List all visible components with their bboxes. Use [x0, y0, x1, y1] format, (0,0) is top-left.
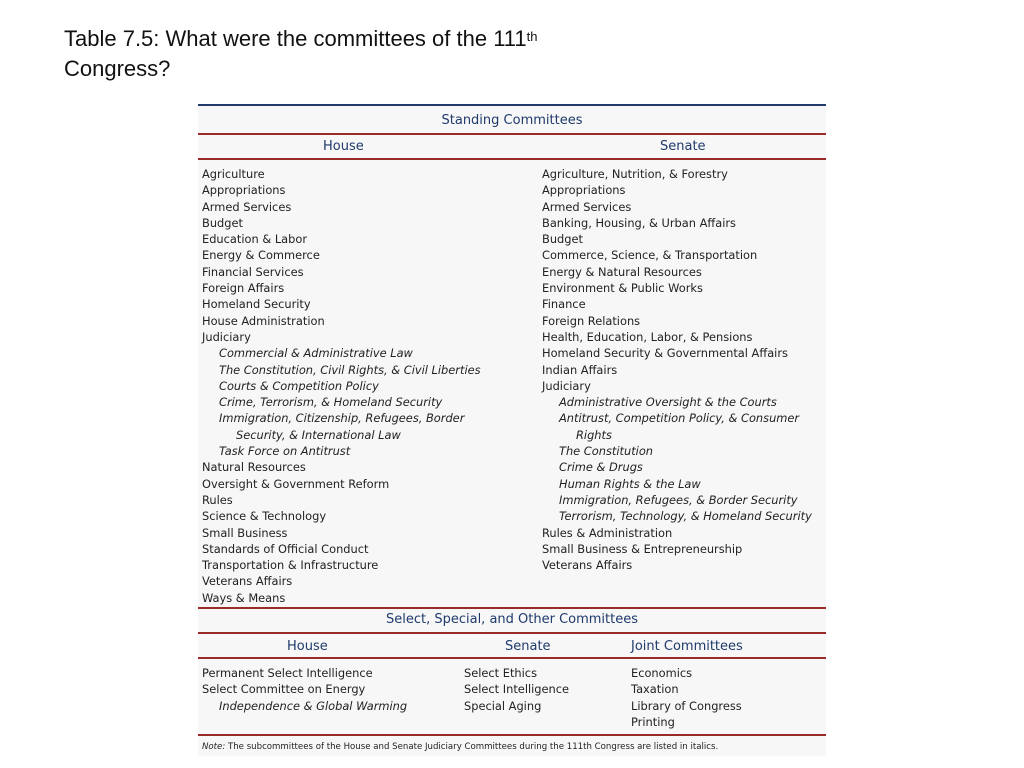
rule-select — [198, 607, 826, 609]
committee-item: Oversight & Government Reform — [202, 476, 390, 491]
subcommittee-item: The Constitution — [559, 444, 654, 459]
committee-item: Agriculture, Nutrition, & Forestry — [542, 167, 728, 181]
committee-item: Veterans Affairs — [202, 574, 293, 589]
committee-item: Veterans Affairs — [542, 558, 633, 573]
committee-item: Natural Resources — [202, 460, 306, 475]
committee-item: Select Committee on Energy — [202, 682, 366, 697]
committee-item: Energy & Commerce — [202, 248, 320, 263]
committee-item: Education & Labor — [202, 232, 308, 247]
committee-item: Permanent Select Intelligence — [202, 666, 373, 680]
committee-item: Taxation — [631, 682, 679, 697]
committee-item: Health, Education, Labor, & Pensions — [542, 329, 753, 344]
standing-committees-heading: Standing Committees — [441, 113, 583, 128]
committee-item: Financial Services — [202, 264, 304, 279]
committee-item: Homeland Security & Governmental Affairs — [542, 346, 788, 361]
select-committees-heading: Select, Special, and Other Committees — [385, 612, 639, 627]
committee-item: Science & Technology — [202, 509, 327, 524]
committee-item: Homeland Security — [202, 297, 311, 312]
rule-standing — [198, 133, 826, 135]
committee-item: Judiciary — [542, 378, 591, 393]
subcommittee-item: Immigration, Citizenship, Refugees, Border — [219, 411, 465, 426]
subcommittee-item: Independence & Global Warming — [219, 698, 408, 713]
subcommittee-item: Administrative Oversight & the Courts — [559, 395, 777, 410]
subcommittee-item: Antitrust, Competition Policy, & Consumer — [559, 411, 800, 426]
committees-table — [198, 104, 826, 756]
committee-item: Rules & Administration — [542, 525, 673, 540]
title-superscript: th — [526, 29, 538, 44]
committee-item: Judiciary — [202, 329, 251, 344]
table-note — [202, 742, 718, 752]
committee-item: Appropriations — [202, 183, 286, 198]
committee-item: Printing — [631, 714, 675, 729]
committee-item: Small Business — [202, 525, 288, 540]
select-senate-list — [464, 665, 569, 714]
subcommittee-item: The Constitution, Civil Rights, & Civil Liberties — [219, 362, 481, 377]
committee-item: House Administration — [202, 313, 325, 328]
committee-item: Foreign Affairs — [202, 281, 285, 296]
subcommittee-item: Terrorism, Technology, & Homeland Security — [559, 509, 812, 524]
committee-item: Banking, Housing, & Urban Affairs — [542, 215, 736, 230]
subcommittee-item: Crime, Terrorism, & Homeland Security — [219, 395, 443, 410]
subcommittee-item: Human Rights & the Law — [559, 476, 701, 491]
joint-committees-heading: Joint Committees — [631, 639, 743, 654]
committee-item: Finance — [542, 297, 586, 312]
committee-item: Economics — [631, 666, 693, 680]
subcommittee-item: Task Force on Antitrust — [219, 444, 351, 459]
committee-item: Transportation & Infrastructure — [202, 558, 379, 573]
rule-standing-columns — [198, 158, 826, 160]
title-line-2: Congress? — [64, 56, 171, 81]
joint-committees-list — [631, 665, 742, 730]
rule-note — [198, 734, 826, 736]
rule-select-columns — [198, 632, 826, 634]
subcommittee-item: Rights — [576, 427, 612, 442]
committee-item: Select Ethics — [464, 666, 538, 680]
committee-item: Small Business & Entrepreneurship — [542, 541, 743, 556]
rule-select-bottom — [198, 657, 826, 659]
select-house-list — [202, 665, 407, 714]
top-rule — [198, 104, 826, 106]
note-label: Note: — [202, 742, 226, 752]
committee-item: Special Aging — [464, 698, 542, 713]
subcommittee-item: Crime & Drugs — [559, 460, 643, 475]
select-house-heading: House — [287, 639, 328, 654]
committee-item: Foreign Relations — [542, 313, 641, 328]
subcommittee-item: Security, & International Law — [236, 427, 401, 442]
committee-item: Appropriations — [542, 183, 626, 198]
standing-house-list — [202, 166, 481, 606]
subcommittee-item: Courts & Competition Policy — [219, 378, 379, 393]
standing-house-heading: House — [323, 139, 364, 154]
standing-senate-list — [542, 166, 812, 573]
committee-item: Agriculture — [202, 167, 265, 181]
subcommittee-item: Commercial & Administrative Law — [219, 346, 413, 361]
committee-item: Budget — [202, 215, 243, 230]
committee-item: Commerce, Science, & Transportation — [542, 248, 758, 263]
subcommittee-item: Immigration, Refugees, & Border Security — [559, 492, 798, 507]
committee-item: Indian Affairs — [542, 362, 618, 377]
committee-item: Armed Services — [202, 199, 292, 214]
select-senate-heading: Senate — [505, 639, 551, 654]
committee-item: Library of Congress — [631, 698, 742, 713]
slide-title — [64, 24, 538, 84]
committee-item: Budget — [542, 232, 583, 247]
committee-item: Rules — [202, 492, 233, 507]
title-line-1: Table 7.5: What were the committees of the 111th — [64, 26, 538, 51]
committee-item: Standards of Official Conduct — [202, 541, 369, 556]
standing-senate-heading: Senate — [660, 139, 706, 154]
committee-item: Ways & Means — [202, 590, 286, 605]
committee-item: Armed Services — [542, 199, 632, 214]
committee-item: Energy & Natural Resources — [542, 264, 702, 279]
committee-item: Select Intelligence — [464, 682, 570, 697]
note-text: The subcommittees of the House and Senate Judiciary Committees during the 111th Congress are listed in italics. — [227, 742, 719, 752]
committee-item: Environment & Public Works — [542, 281, 703, 296]
